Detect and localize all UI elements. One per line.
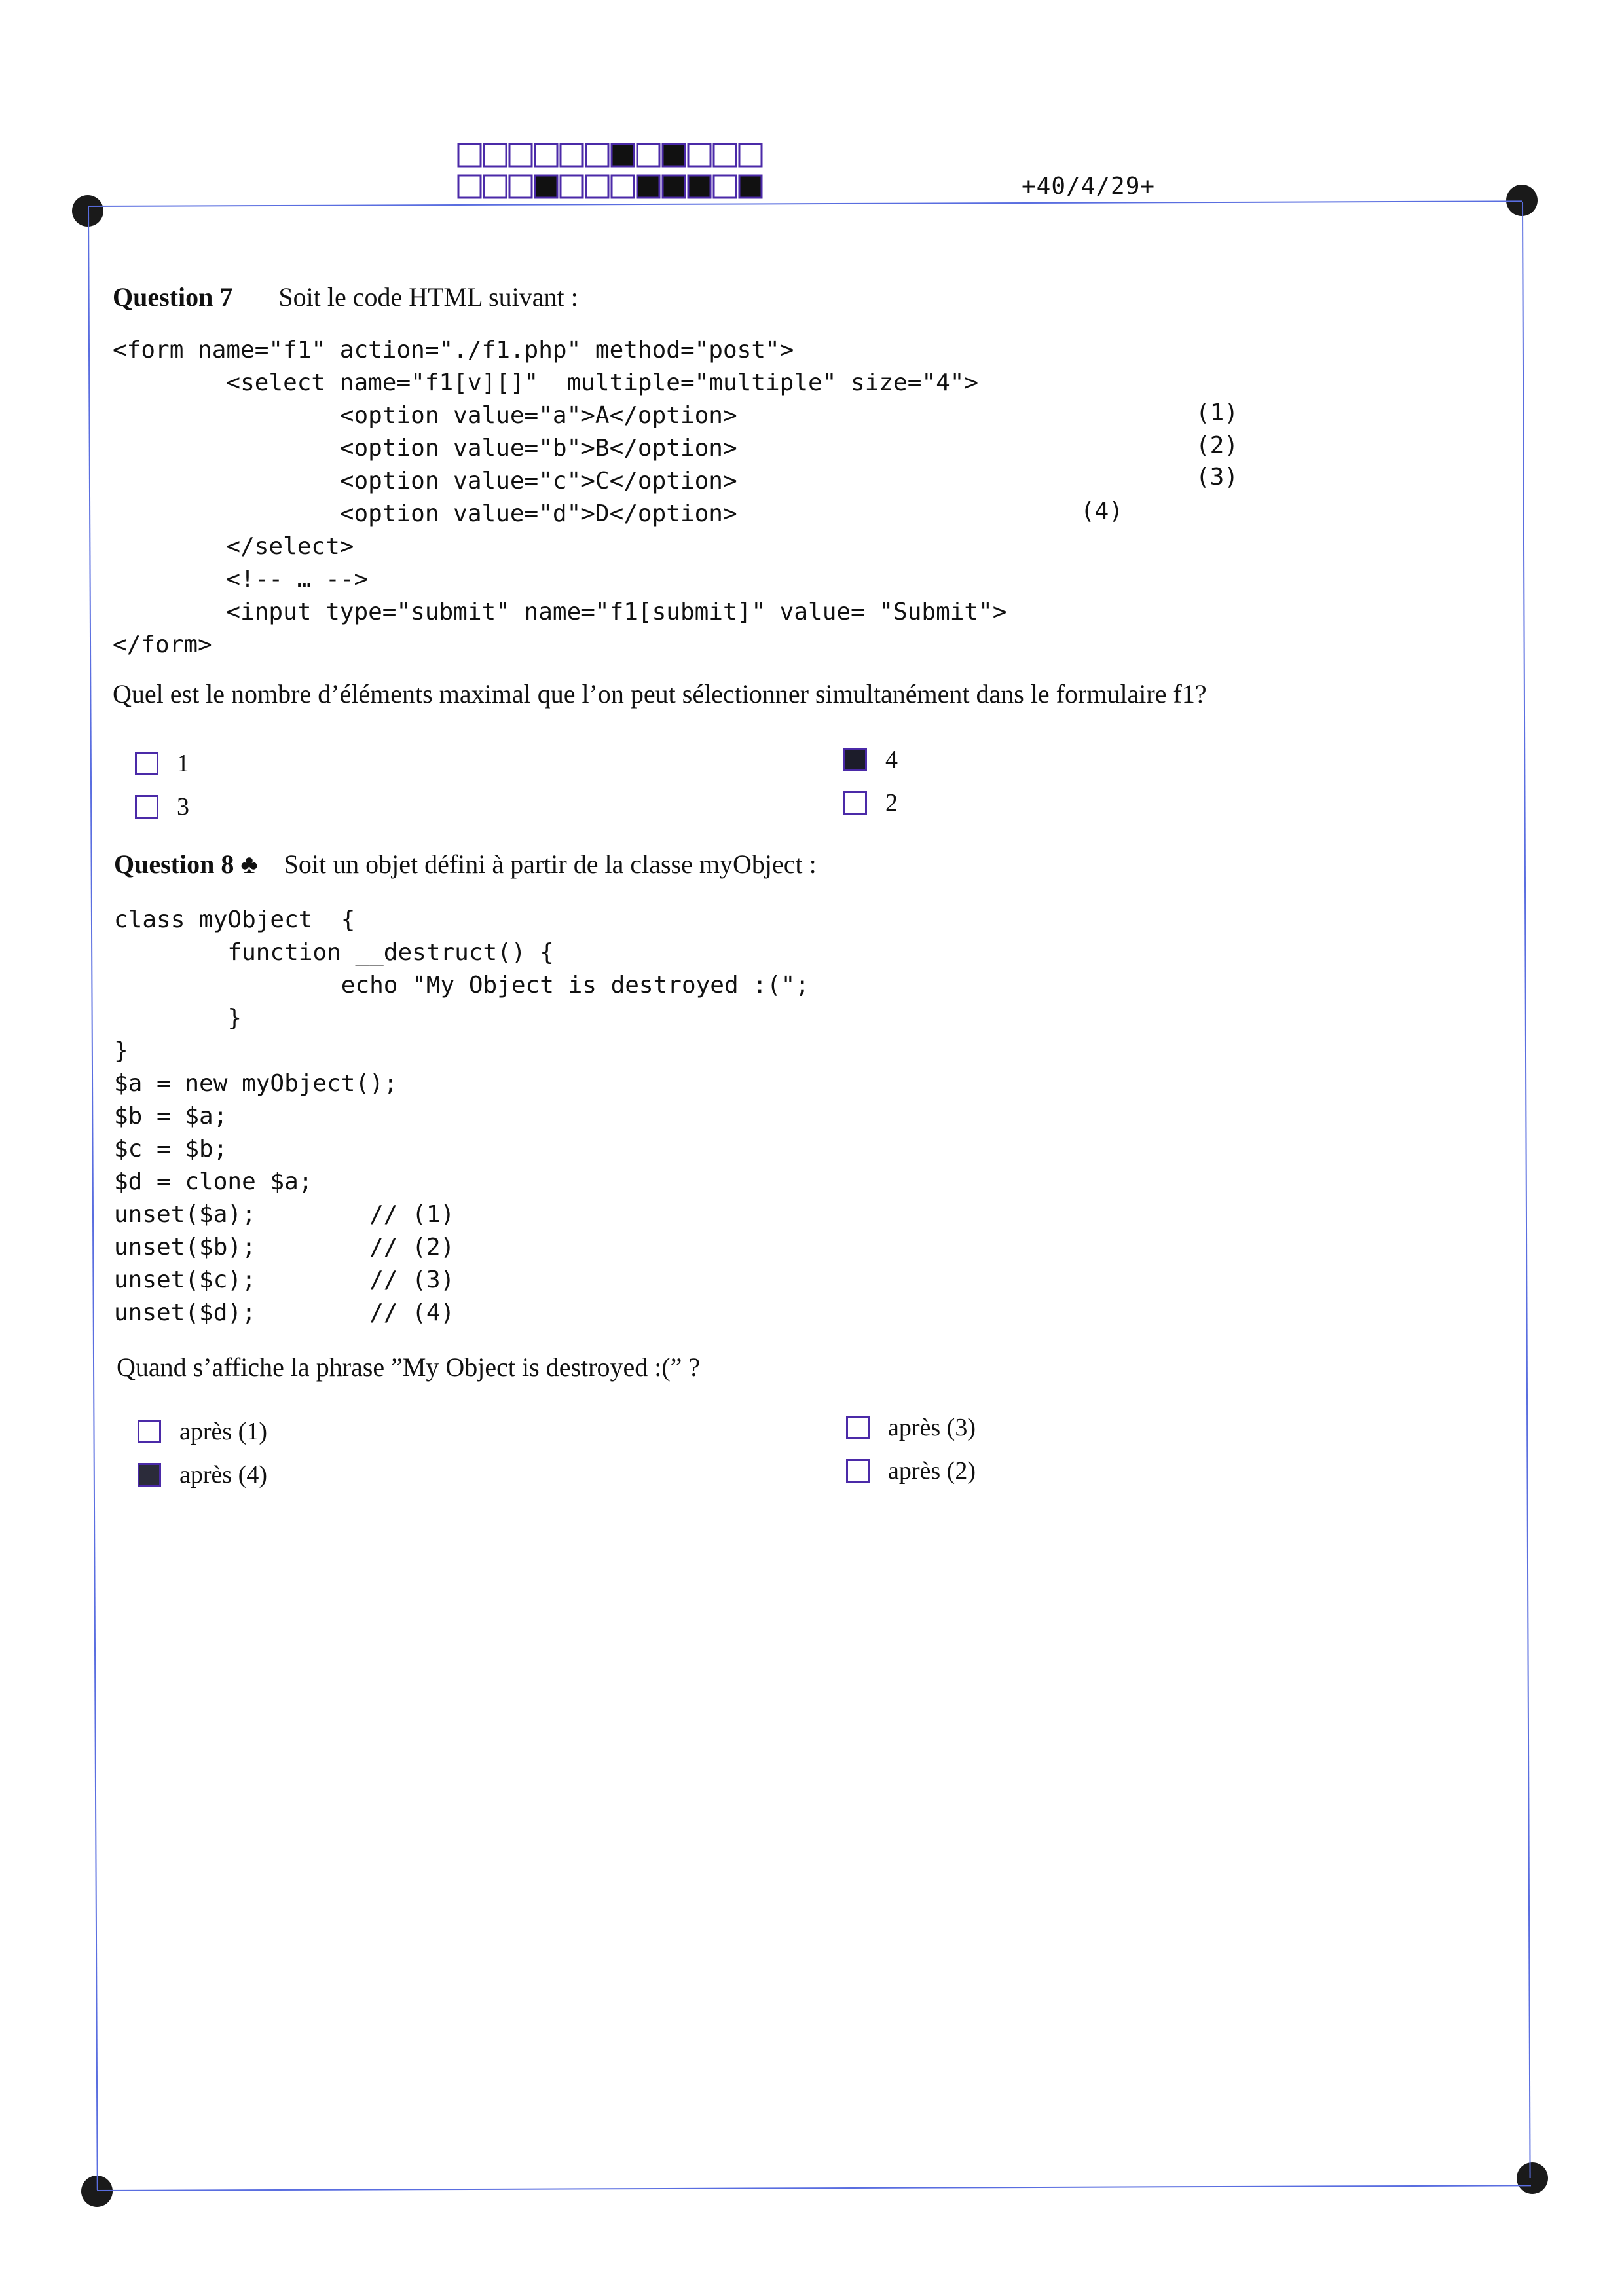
question-8-code: [114, 904, 809, 1329]
question-7-intro: Soit le code HTML suivant :: [278, 282, 578, 312]
q7-option[interactable]: [135, 792, 189, 821]
q8-option[interactable]: [846, 1456, 976, 1485]
question-8-number: Question 8 ♣: [114, 849, 258, 879]
line-mark-1: (1): [1196, 399, 1239, 426]
code-line: </form>: [113, 631, 212, 658]
code-line: }: [114, 1037, 128, 1064]
option-label: 3: [177, 793, 189, 821]
code-line: unset($d); // (4): [114, 1299, 455, 1326]
option-label: après (3): [888, 1414, 976, 1441]
code-line: <input type="submit" name="f1[submit]" value= "Submit">: [113, 599, 1007, 625]
question-7-code: [113, 334, 1006, 661]
code-line: $d = clone $a;: [114, 1168, 313, 1195]
q7-option[interactable]: [843, 788, 898, 817]
code-boxes-svg-1: [457, 143, 767, 169]
code-line: unset($a); // (1): [114, 1201, 455, 1228]
code-line: <option value="b">B</option>: [113, 435, 737, 462]
code-line: $c = $b;: [114, 1136, 228, 1162]
checkbox-checked[interactable]: [138, 1463, 161, 1487]
checkbox[interactable]: [138, 1420, 161, 1443]
code-line: <!-- … -->: [113, 566, 369, 593]
option-label: 2: [885, 789, 898, 817]
code-line: $b = $a;: [114, 1103, 228, 1130]
checkbox-checked[interactable]: [843, 748, 867, 771]
option-label: après (4): [179, 1461, 267, 1489]
code-line: unset($c); // (3): [114, 1267, 455, 1293]
question-7-heading: [113, 282, 578, 312]
checkbox[interactable]: [135, 752, 158, 775]
option-label: 4: [885, 746, 898, 773]
checkbox[interactable]: [135, 795, 158, 819]
line-mark-3: (3): [1196, 464, 1239, 491]
q7-option[interactable]: [843, 745, 898, 774]
code-boxes-svg-2: [457, 174, 767, 200]
frame-right: [1522, 202, 1531, 2178]
code-line: <form name="f1" action="./f1.php" method="post">: [113, 337, 794, 363]
question-8-intro: Soit un objet défini à partir de la classe myObject :: [284, 849, 817, 879]
code-line: <select name="f1[v][]" multiple="multiple" size="4">: [113, 369, 979, 396]
code-line: <option value="a">A</option>: [113, 402, 737, 429]
code-line: }: [114, 1005, 242, 1031]
frame-left: [88, 206, 98, 2190]
code-line: <option value="d">D</option>: [113, 500, 737, 527]
code-line: unset($b); // (2): [114, 1234, 455, 1261]
code-line: function __destruct() {: [114, 939, 554, 966]
sheet-code-boxes-row-2: [457, 174, 767, 196]
line-mark-4: (4): [1080, 498, 1124, 525]
checkbox[interactable]: [846, 1459, 870, 1483]
code-line: </select>: [113, 533, 354, 560]
q8-option[interactable]: [846, 1413, 976, 1442]
sheet-code-boxes-row-1: [457, 143, 767, 165]
option-label: après (1): [179, 1418, 267, 1445]
code-line: <option value="c">C</option>: [113, 468, 737, 494]
option-label: après (2): [888, 1457, 976, 1485]
option-label: 1: [177, 750, 189, 777]
frame-top: [88, 200, 1522, 207]
corner-mark-bottom-right: [1517, 2162, 1548, 2194]
question-8-prompt: Quand s’affiche la phrase ”My Object is destroyed :(” ?: [117, 1352, 701, 1382]
sheet-id: +40/4/29+: [1022, 173, 1156, 200]
q8-option[interactable]: [138, 1417, 267, 1446]
code-line: $a = new myObject();: [114, 1070, 398, 1097]
question-7-prompt: Quel est le nombre d’éléments maximal que l’on peut sélectionner simultanément dans le formulaire f1?: [113, 679, 1207, 709]
frame-bottom: [97, 2185, 1531, 2191]
question-8-heading: [114, 849, 817, 880]
question-7-number: Question 7: [113, 282, 233, 312]
checkbox[interactable]: [843, 791, 867, 815]
line-mark-2: (2): [1196, 432, 1239, 459]
code-line: class myObject {: [114, 906, 356, 933]
q7-option[interactable]: [135, 749, 189, 778]
q8-option[interactable]: [138, 1460, 267, 1489]
checkbox[interactable]: [846, 1416, 870, 1439]
code-line: echo "My Object is destroyed :(";: [114, 972, 810, 999]
